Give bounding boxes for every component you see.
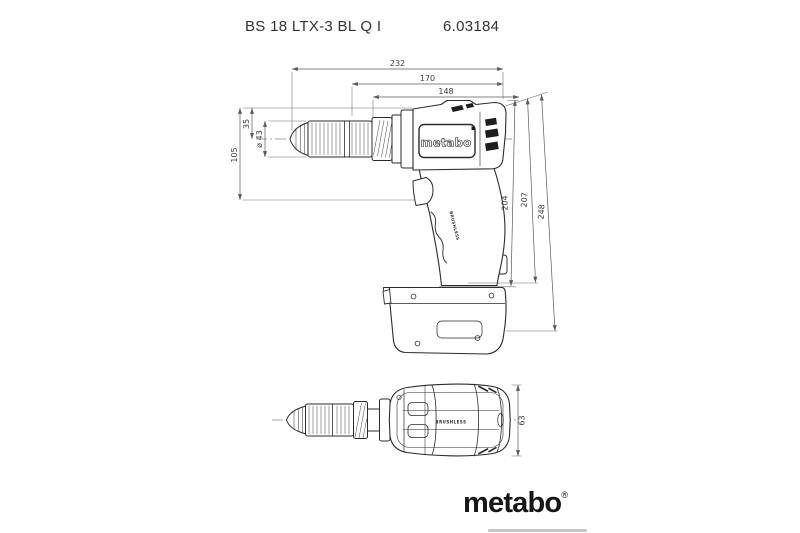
top-view-drawing [272,384,516,456]
dimension-label-housing-length: 148 [438,87,454,96]
dimension-label-chuck-diameter: ø 43 [255,130,264,148]
brushless-label-side: BRUSHLESS [448,210,461,241]
dimension-overall-height [506,95,558,331]
article-number: 6.03184 [443,18,500,35]
dimension-label-top-to-axis: 35 [242,118,251,130]
top-view-dimensions [512,385,527,456]
dimension-label-overall-length: 232 [389,59,406,68]
registered-trademark-symbol: ® [561,490,568,500]
dimension-label-length-without-chuck: 170 [419,74,436,83]
brand-wordmark: metabo [463,487,562,519]
product-title: BS 18 LTX-3 BL Q I [245,18,382,35]
dimension-label-overall-height: 248 [536,203,547,220]
housing-logo: metabo [420,135,472,150]
dimension-body-width [512,385,527,456]
dimension-label-front-height: 105 [230,147,239,163]
scrollbar-thumb[interactable] [488,529,587,532]
side-view-drawing [256,101,512,355]
brushless-label-top: BRUSHLESS [435,419,467,425]
metabo-brand-logo [463,487,568,520]
dimension-label-body-width: 63 [517,415,527,426]
dimension-label-height-rear-1: 204 [500,195,510,211]
dimension-label-height-rear-2: 207 [519,192,530,208]
